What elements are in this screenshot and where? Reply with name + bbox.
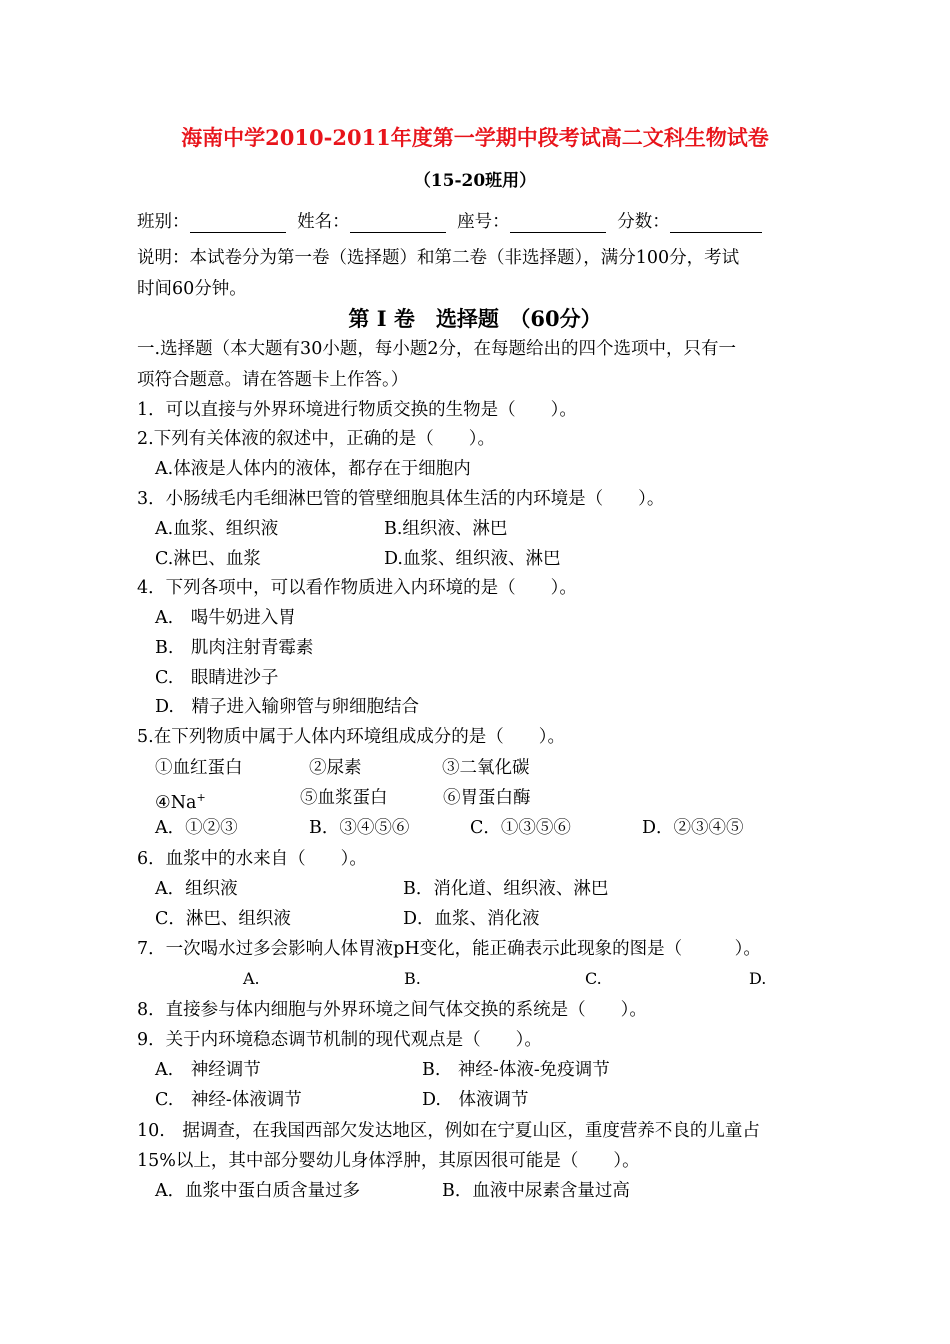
question-2-option-a: A.体液是人体内的液体，都存在于细胞内: [155, 459, 471, 479]
question-5-item-6: ⑥胃蛋白酶: [443, 788, 531, 808]
exam-title: 海南中学2010-2011年度第一学期中段考试高二文科生物试卷: [181, 125, 769, 150]
question-9-option-b: B. 神经-体液-免疫调节: [422, 1060, 610, 1080]
score-label: 分数：: [617, 212, 670, 232]
question-5-option-a: A．①②③: [155, 818, 238, 838]
question-3-option-d: D.血浆、组织液、淋巴: [384, 549, 561, 569]
class-label: 班别：: [137, 212, 190, 232]
exam-subtitle: （15-20班用）: [413, 171, 537, 191]
question-10-option-a: A．血浆中蛋白质含量过多: [155, 1181, 361, 1201]
question-7-option-a: A.: [243, 969, 260, 988]
question-5-option-d: D．②③④⑤: [642, 818, 744, 838]
question-5-option-c: C．①③⑤⑥: [470, 818, 571, 838]
question-3-option-c: C.淋巴、血浆: [155, 549, 261, 569]
question-10-line-2: 15%以上，其中部分婴幼儿身体浮肿，其原因很可能是（ ）。: [137, 1151, 640, 1171]
question-6: 6．血浆中的水来自（ ）。: [137, 849, 367, 869]
instructions-line-1: 说明：本试卷分为第一卷（选择题）和第二卷（非选择题），满分100分，考试: [137, 248, 740, 268]
class-blank: [190, 214, 286, 233]
question-5-item-1: ①血红蛋白: [155, 758, 243, 778]
name-label: 姓名：: [297, 212, 350, 232]
question-5-item-4-text: ④Na: [155, 792, 197, 813]
question-1: 1．可以直接与外界环境进行物质交换的生物是（ ）。: [137, 400, 577, 420]
question-3-option-b: B.组织液、淋巴: [384, 519, 508, 539]
question-3: 3．小肠绒毛内毛细淋巴管的管壁细胞具体生活的内环境是（ ）。: [137, 489, 665, 509]
score-blank: [670, 214, 762, 233]
question-7-option-b: B.: [404, 969, 421, 988]
question-10-option-b: B．血液中尿素含量过高: [442, 1181, 630, 1201]
name-blank: [350, 214, 446, 233]
question-9-option-c: C. 神经-体液调节: [155, 1090, 302, 1110]
info-fields-row: [137, 211, 762, 233]
question-4-option-a: A. 喝牛奶进入胃: [155, 608, 296, 628]
question-8: 8．直接参与体内细胞与外界环境之间气体交换的系统是（ ）。: [137, 1000, 647, 1020]
question-6-option-c: C．淋巴、组织液: [155, 909, 291, 929]
instructions-line-2: 时间60分钟。: [137, 279, 247, 299]
question-6-option-d: D．血浆、消化液: [403, 909, 540, 929]
question-6-option-b: B．消化道、组织液、淋巴: [403, 879, 609, 899]
question-10-line-1: 10. 据调查，在我国西部欠发达地区，例如在宁夏山区，重度营养不良的儿童占: [137, 1121, 760, 1141]
question-7: 7．一次喝水过多会影响人体胃液pH变化，能正确表示此现象的图是（ ）。: [137, 939, 761, 959]
question-4-option-b: B. 肌肉注射青霉素: [155, 638, 314, 658]
question-2: 2.下列有关体液的叙述中，正确的是（ ）。: [137, 429, 495, 449]
question-4: 4．下列各项中，可以看作物质进入内环境的是（ ）。: [137, 578, 577, 598]
question-5-item-2: ②尿素: [309, 758, 362, 778]
question-5: 5.在下列物质中属于人体内环境组成成分的是（ ）。: [137, 727, 565, 747]
question-5-item-5: ⑤血浆蛋白: [300, 788, 388, 808]
question-6-option-a: A．组织液: [155, 879, 238, 899]
question-7-option-c: C.: [585, 969, 602, 988]
section-title: 第 I 卷 选择题 （60分）: [348, 306, 602, 331]
question-9: 9．关于内环境稳态调节机制的现代观点是（ ）。: [137, 1030, 542, 1050]
question-4-option-d: D. 精子进入输卵管与卵细胞结合: [155, 697, 419, 717]
question-3-option-a: A.血浆、组织液: [155, 519, 279, 539]
section-intro-2: 项符合题意。请在答题卡上作答。）: [137, 370, 409, 390]
question-5-item-4: [155, 787, 206, 814]
seat-blank: [510, 214, 606, 233]
section-intro-1: 一.选择题（本大题有30小题，每小题2分，在每题给出的四个选项中，只有一: [137, 339, 736, 359]
question-9-option-d: D. 体液调节: [422, 1090, 529, 1110]
seat-label: 座号：: [457, 212, 510, 232]
question-4-option-c: C. 眼睛进沙子: [155, 668, 279, 688]
question-7-option-d: D.: [749, 969, 767, 988]
question-9-option-a: A. 神经调节: [155, 1060, 261, 1080]
question-5-option-b: B．③④⑤⑥: [309, 818, 410, 838]
question-5-item-3: ③二氧化碳: [442, 758, 530, 778]
question-5-item-4-sup: +: [196, 791, 206, 804]
